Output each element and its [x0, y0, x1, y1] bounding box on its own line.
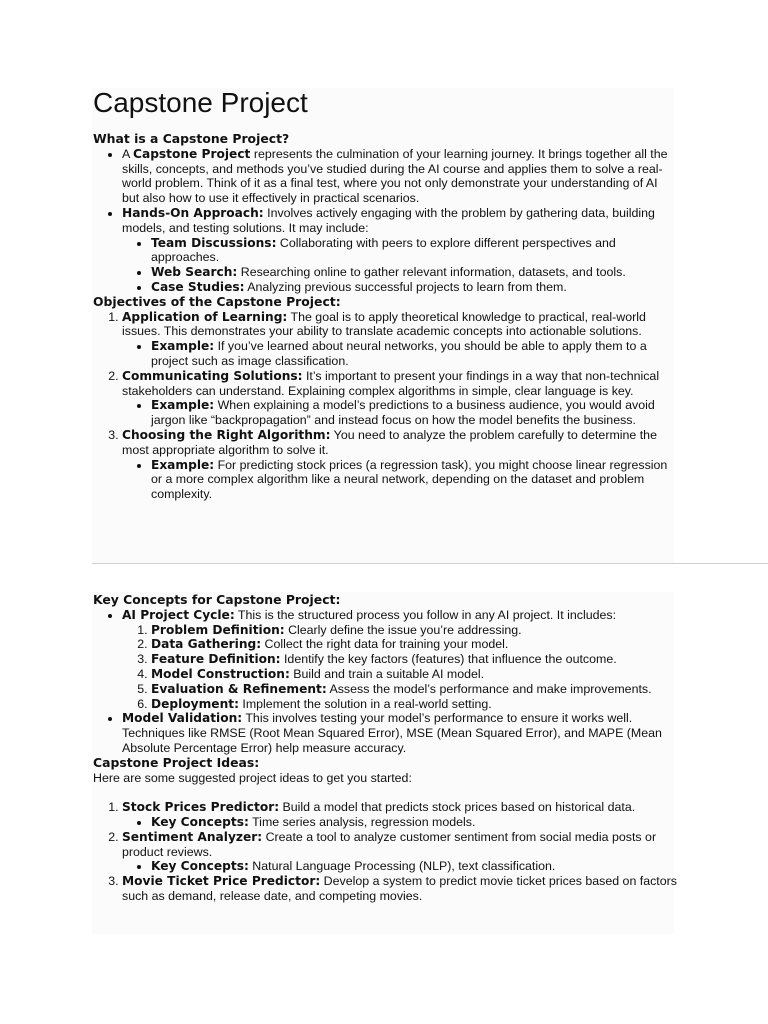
list-item [122, 147, 678, 206]
list-item [122, 369, 678, 428]
list-item [151, 236, 678, 266]
page-divider [92, 563, 768, 564]
heading-project-ideas: Capstone Project Ideas: [93, 754, 260, 770]
text: Collect the right data for training your model. [261, 637, 509, 652]
list-item [151, 265, 678, 280]
bold-term: Key Concepts: [151, 814, 249, 829]
sub-bullet-list [122, 815, 678, 830]
bold-term: Communicating Solutions: [122, 368, 303, 383]
ideas-intro: Here are some suggested project ideas to get you started: [93, 770, 412, 785]
text: It’s important to present your findings in a way that non-technical stakeholders can understand. Explaining complex algorithms in simple, clear language is key. [122, 368, 660, 398]
text: Natural Language Processing (NLP), text classification. [248, 859, 556, 874]
text: The goal is to apply theoretical knowledge to practical, real-world issues. This demonstrates your ability to translate academic concepts into actionable solutions. [122, 309, 646, 339]
text: Assess the model’s performance and make improvements. [326, 681, 652, 696]
text: Build a model that predicts stock prices based on historical data. [279, 800, 636, 815]
document-section-two [93, 593, 678, 904]
bold-term: AI Project Cycle: [122, 607, 235, 622]
bold-term: Deployment: [151, 696, 239, 711]
bold-term: Example: [151, 339, 215, 354]
text: Create a tool to analyze customer sentiment from social media posts or product reviews. [122, 829, 657, 859]
cycle-steps-list [122, 623, 678, 712]
bold-term: Data Gathering: [151, 637, 262, 652]
list-item [122, 428, 678, 502]
bold-term: Sentiment Analyzer: [122, 829, 263, 844]
bold-term: Feature Definition: [151, 652, 281, 667]
bold-term: Hands-On Approach: [122, 205, 264, 220]
sub-bullet-list [122, 859, 678, 874]
text: This is the structured process you follow in any AI project. It includes: [234, 607, 617, 622]
list-item [122, 310, 678, 369]
key-concepts-list [93, 608, 678, 756]
bold-term: Team Discussions: [151, 235, 277, 250]
bold-term: Example: [151, 457, 215, 472]
list-item [151, 398, 678, 428]
text: You need to analyze the problem carefully to determine the most appropriate algorithm to solve it. [122, 427, 657, 457]
list-item [122, 830, 678, 874]
page-title: Capstone Project [93, 87, 308, 118]
list-item [122, 711, 678, 755]
sub-bullet-list [122, 236, 678, 295]
bold-term: Key Concepts: [151, 859, 249, 874]
sub-bullet-list [122, 458, 678, 502]
project-ideas-list [93, 800, 678, 904]
list-item [122, 800, 678, 830]
text: Analyzing previous successful projects to learn from them. [244, 279, 567, 294]
document-section-one [93, 132, 678, 502]
list-item [122, 608, 678, 712]
list-item [151, 280, 678, 295]
text: Develop a system to predict movie ticket prices based on factors such as demand, release date, and competing movies. [122, 874, 677, 903]
list-item [122, 874, 678, 904]
objectives-list [93, 310, 678, 502]
text: Collaborating with peers to explore different perspectives and approaches. [151, 235, 616, 265]
list-item [151, 623, 678, 638]
bold-term: Stock Prices Predictor: [122, 800, 280, 815]
text: Identify the key factors (features) that influence the outcome. [280, 652, 617, 667]
text: A [122, 146, 134, 161]
list-item [151, 637, 678, 652]
bold-term: Case Studies: [151, 279, 245, 294]
sub-bullet-list [122, 339, 678, 369]
text: This involves testing your model’s performance to ensure it works well. Techniques like RMSE (Root Mean Squared Error), MSE (Mean Squared Error), and MAPE (Mean Absolute Percentage Error) help measure accuracy. [122, 711, 662, 755]
bold-term: Evaluation & Refinement: [151, 681, 327, 696]
bold-term: Model Construction: [151, 666, 290, 681]
list-item [151, 815, 678, 830]
sub-bullet-list [122, 398, 678, 428]
text: Clearly define the issue you’re addressing. [284, 622, 522, 637]
text: If you’ve learned about neural networks, you should be able to apply them to a project such as image classification. [151, 339, 647, 368]
list-item [151, 652, 678, 667]
list-item [151, 339, 678, 369]
list-item [151, 697, 678, 712]
intro-bullet-list [93, 147, 678, 295]
bold-term: Model Validation: [122, 711, 243, 726]
list-item [151, 458, 678, 502]
bold-term: Choosing the Right Algorithm: [122, 427, 331, 442]
bold-term: Problem Definition: [151, 622, 285, 637]
bold-term: Capstone Project [133, 146, 251, 161]
text: For predicting stock prices (a regression task), you might choose linear regression or a more complex algorithm like a neural network, depending on the dataset and problem complexity. [151, 457, 668, 502]
heading-objectives: Objectives of the Capstone Project: [93, 293, 341, 309]
heading-key-concepts: Key Concepts for Capstone Project: [93, 592, 341, 607]
text: When explaining a model’s predictions to a business audience, you would avoid jargon like “backpropagation” and instead focus on how the model benefits the business. [151, 398, 655, 428]
bold-term: Web Search: [151, 265, 238, 280]
bold-term: Example: [151, 398, 215, 413]
text: Time series analysis, regression models. [248, 814, 476, 829]
text: Implement the solution in a real-world setting. [238, 696, 492, 711]
text: Involves actively engaging with the problem by gathering data, building models, and testing solutions. It may include: [122, 205, 655, 235]
text: Build and train a suitable AI model. [289, 666, 485, 681]
heading-what-is: What is a Capstone Project? [93, 131, 290, 146]
bold-term: Application of Learning: [122, 309, 288, 324]
list-item [122, 206, 678, 295]
text: represents the culmination of your learning journey. It brings together all the skills, concepts, and methods you’ve studied during the AI course and applies them to solve a real-world problem. Think of it as a final test, where you not only demonstrate your understanding of AI but also how to use it effectively in practical scenarios. [122, 146, 668, 206]
bold-term: Movie Ticket Price Predictor: [122, 874, 321, 889]
spacer [93, 785, 678, 800]
list-item [151, 667, 678, 682]
list-item [151, 682, 678, 697]
list-item [151, 859, 678, 874]
text: Researching online to gather relevant information, datasets, and tools. [237, 265, 626, 280]
